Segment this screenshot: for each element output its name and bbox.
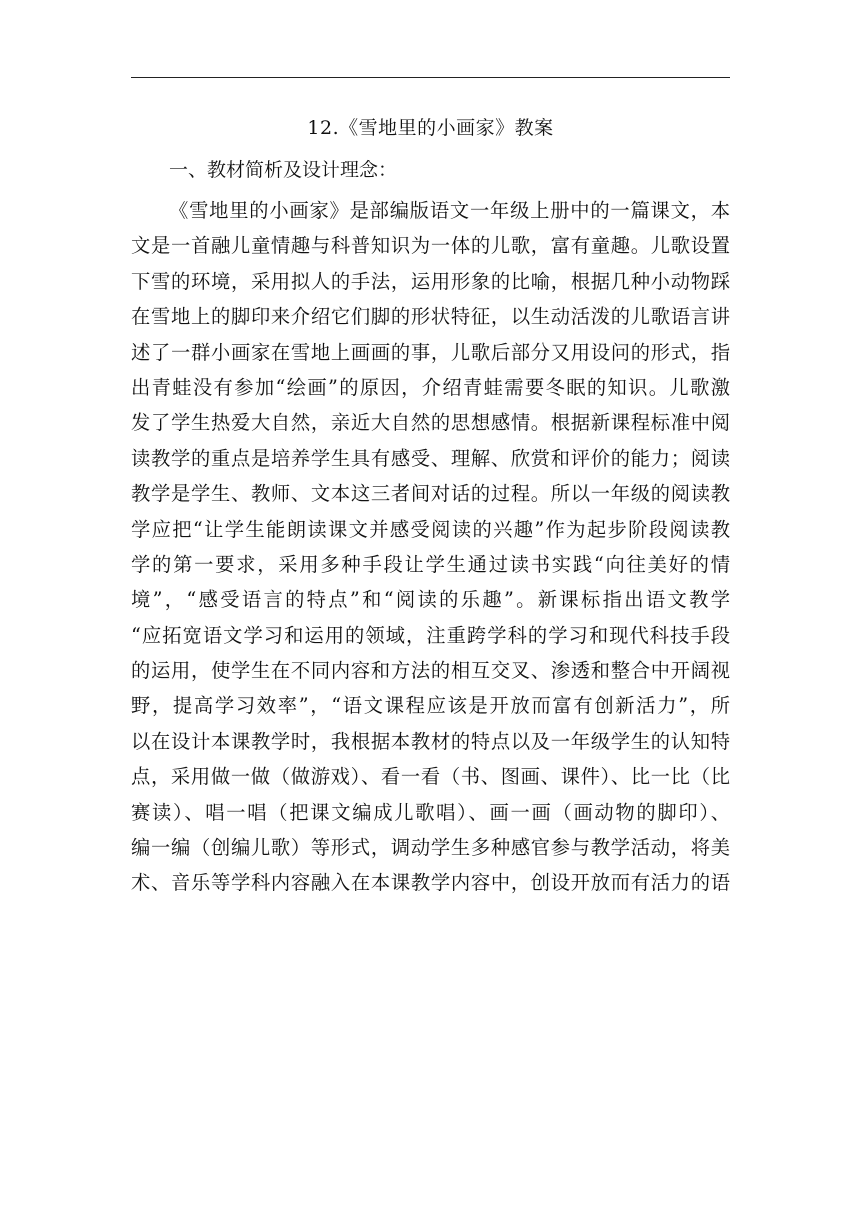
section-heading: 一、教材简析及设计理念： bbox=[169, 159, 398, 181]
paragraph-line: 学的第一要求，采用多种手段让学生通过读书实践“向往美好的情 bbox=[131, 552, 730, 576]
paragraph-line: 《雪地里的小画家》是部编版语文一年级上册中的一篇课文，本 bbox=[169, 199, 730, 222]
document-content bbox=[131, 108, 730, 901]
paragraph-line: 读教学的重点是培养学生具有感受、理解、欣赏和评价的能力；阅读 bbox=[131, 446, 730, 470]
paragraph-line: 术、音乐等学科内容融入在本课教学内容中，创设开放而有活力的语 bbox=[131, 871, 730, 895]
paragraph-line: 境”，“感受语言的特点”和“阅读的乐趣”。新课标指出语文教学 bbox=[131, 588, 730, 612]
paragraph-line: 编一编（创编儿歌）等形式，调动学生多种感官参与教学活动，将美 bbox=[131, 836, 730, 860]
header-rule bbox=[131, 77, 730, 78]
paragraph-line: 赛读）、唱一唱（把课文编成儿歌唱）、画一画（画动物的脚印）、 bbox=[131, 800, 730, 824]
paragraph-line: 发了学生热爱大自然，亲近大自然的思想感情。根据新课程标准中阅 bbox=[131, 411, 730, 435]
paragraph-line: 教学是学生、教师、文本这三者间对话的过程。所以一年级的阅读教 bbox=[131, 482, 730, 506]
paragraph-line: 出青蛙没有参加“绘画”的原因，介绍青蛙需要冬眠的知识。儿歌激 bbox=[131, 375, 730, 399]
paragraph-line: 文是一首融儿童情趣与科普知识为一体的儿歌，富有童趣。儿歌设置 bbox=[131, 234, 730, 258]
paragraph-line: 在雪地上的脚印来介绍它们脚的形状特征，以生动活泼的儿歌语言讲 bbox=[131, 305, 730, 329]
document-title: 12.《雪地里的小画家》教案 bbox=[307, 117, 554, 139]
paragraph-line: 以在设计本课教学时，我根据本教材的特点以及一年级学生的认知特 bbox=[131, 729, 730, 753]
body-paragraph bbox=[131, 193, 730, 901]
paragraph-line: 点，采用做一做（做游戏）、看一看（书、图画、课件）、比一比（比 bbox=[131, 765, 730, 789]
paragraph-line: “应拓宽语文学习和运用的领域，注重跨学科的学习和现代科技手段 bbox=[131, 623, 730, 647]
paragraph-line: 述了一群小画家在雪地上画画的事，儿歌后部分又用设问的形式，指 bbox=[131, 340, 730, 364]
paragraph-line: 学应把“让学生能朗读课文并感受阅读的兴趣”作为起步阶段阅读教 bbox=[131, 517, 730, 541]
paragraph-line: 野，提高学习效率”，“语文课程应该是开放而富有创新活力”，所 bbox=[131, 694, 730, 718]
paragraph-line: 下雪的环境，采用拟人的手法，运用形象的比喻，根据几种小动物踩 bbox=[131, 269, 730, 293]
paragraph-line: 的运用，使学生在不同内容和方法的相互交叉、渗透和整合中开阔视 bbox=[131, 659, 730, 683]
